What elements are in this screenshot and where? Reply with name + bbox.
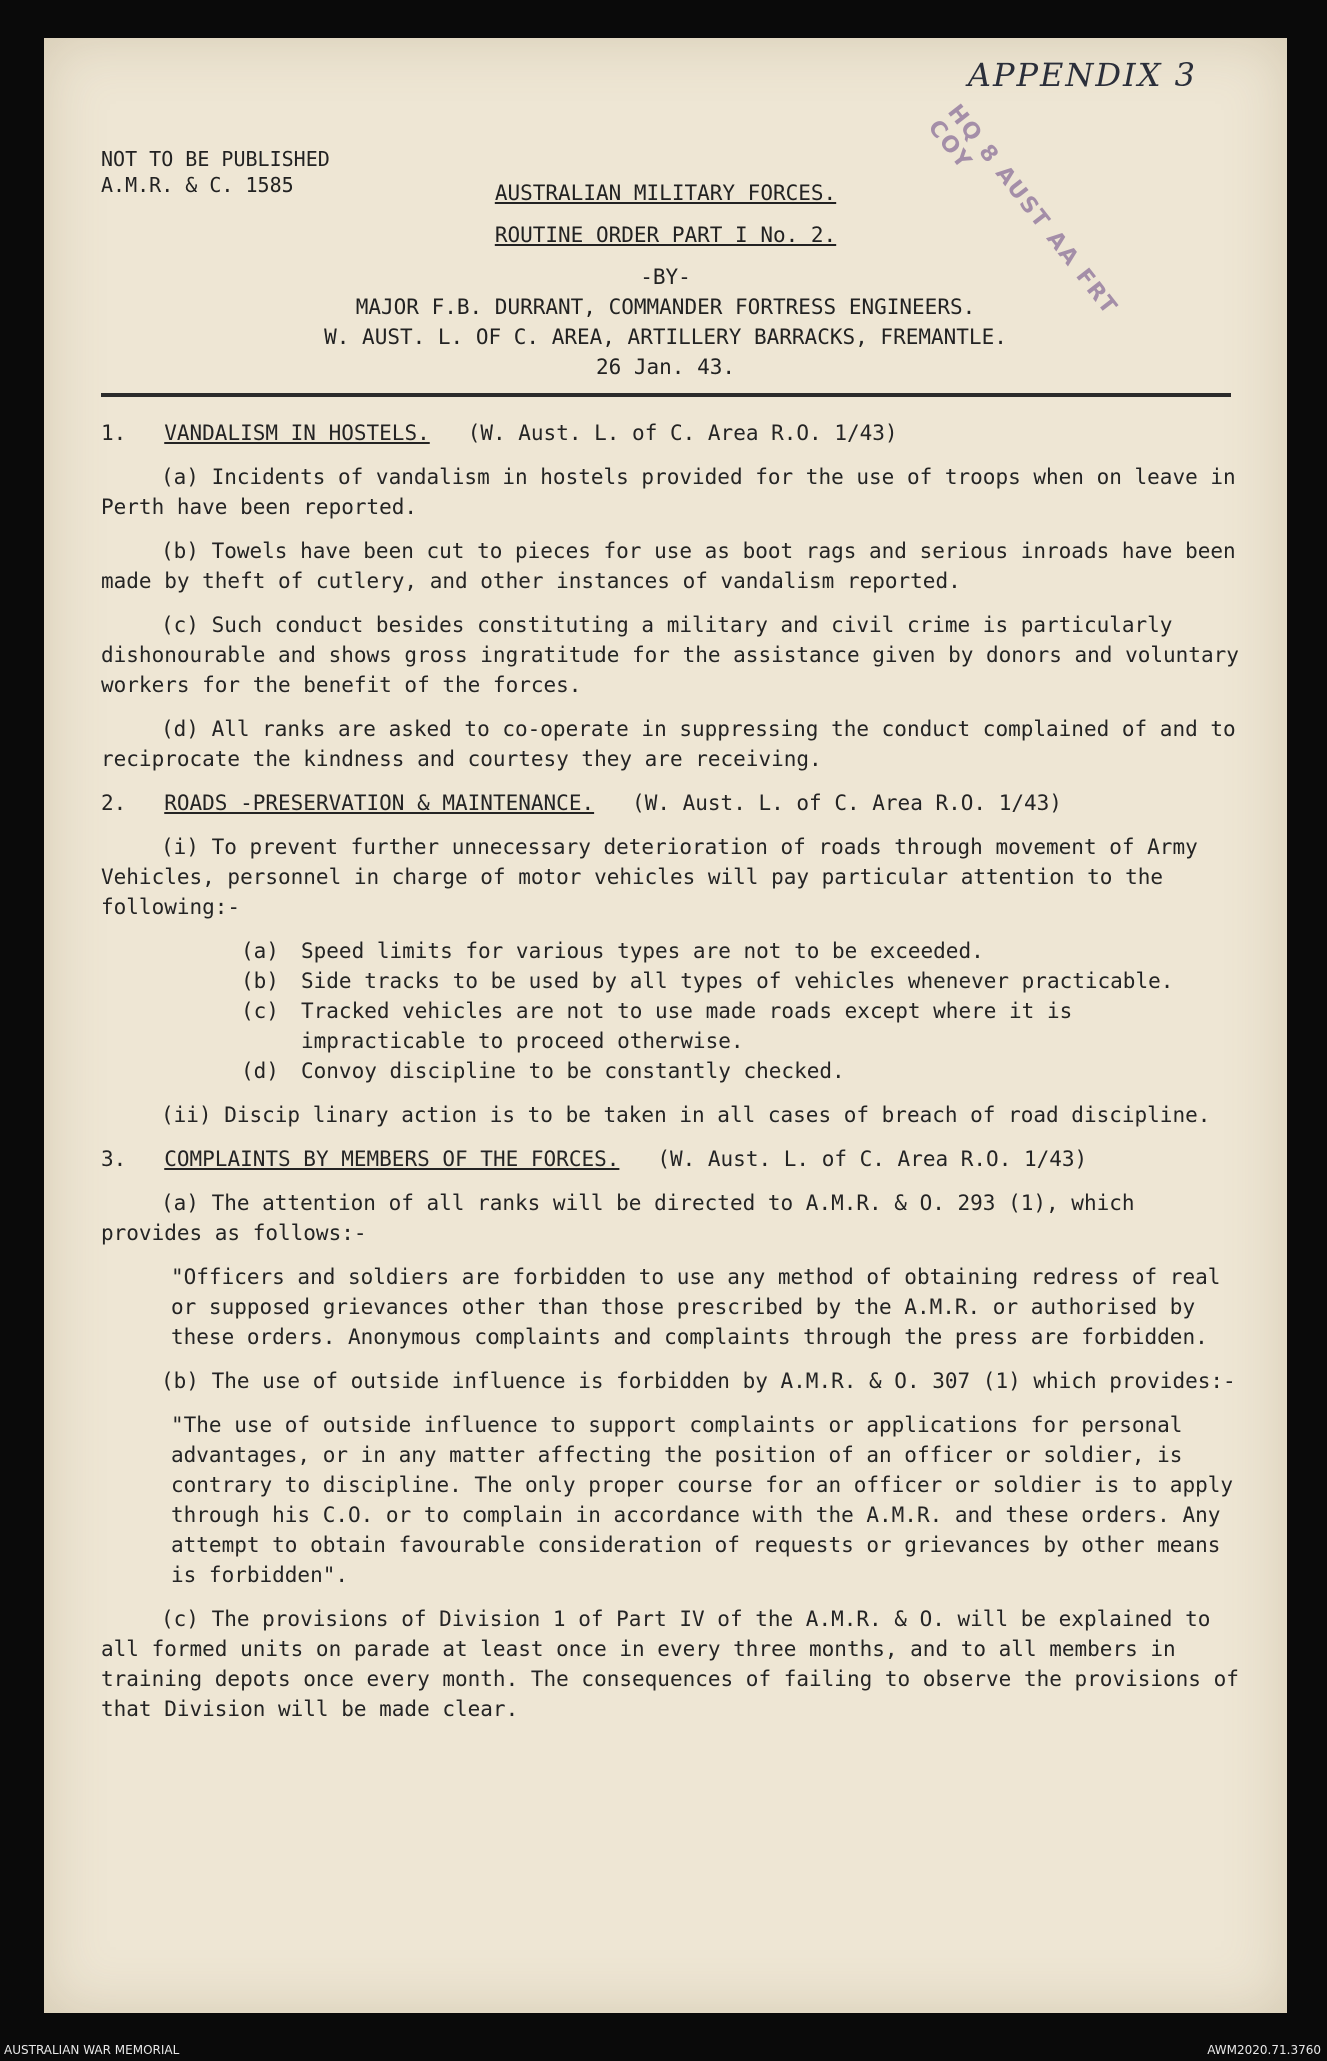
section-2-number: 2.	[101, 791, 127, 815]
restriction-line-2: A.M.R. & C. 1585	[101, 173, 294, 197]
unit-stamp: HQ 8 AUST AA FRT COY	[922, 100, 1123, 321]
section-1-number: 1.	[101, 421, 127, 445]
header-line-6: 26 Jan. 43.	[595, 355, 736, 379]
section-3-quote-1: "Officers and soldiers are forbidden to use any method of obtaining redress of real or supposed grievances other than those prescribed by the A.M.R. or authorised by these orders. Anonymous complaints and complaints through the press are forbidden.	[171, 1265, 1221, 1349]
section-3-quote-2: "The use of outside influence to support complaints or applications for personal advantages, or in any matter affecting the position of an officer or soldier, is contrary to discipline. The only proper course for an officer or soldier is to apply through his C.O. or to complain in accordance with the A.M.R. and these orders. Any attempt to obtain favourable consideration of requests or grievances by other means is forbidden".	[171, 1413, 1234, 1587]
section-2-para-ii: (ii) Discip linary action is to be taken in all cases of breach of road discipline.	[161, 1103, 1211, 1127]
section-2-list	[241, 936, 1241, 1086]
section-2-title: ROADS -PRESERVATION & MAINTENANCE.	[164, 791, 595, 815]
section-3-para-c: (c) The provisions of Division 1 of Part IV of the A.M.R. & O. will be explained to all formed units on parade at least once in every three months, and to all members in training depots once every month. The consequences of failing to observe the provisions of that Division will be made clear.	[101, 1607, 1239, 1721]
section-3-number: 3.	[101, 1147, 127, 1171]
section-3-para-a: (a) The attention of all ranks will be directed to A.M.R. & O. 293 (1), which provides as follows:-	[101, 1191, 1135, 1245]
order-header	[44, 178, 1287, 382]
header-line-1: AUSTRALIAN MILITARY FORCES.	[494, 181, 837, 205]
section-1-para-d: (d) All ranks are asked to co-operate in suppressing the conduct complained of and to reciprocate the kindness and courtesy they are receiving.	[101, 717, 1236, 771]
section-3-heading	[101, 1144, 1241, 1174]
footer-institution: AUSTRALIAN WAR MEMORIAL	[4, 2043, 180, 2057]
document-page	[44, 38, 1287, 2013]
section-2-heading	[101, 788, 1241, 818]
section-3-para-b: (b) The use of outside influence is forbidden by A.M.R. & O. 307 (1) which provides:-	[161, 1369, 1236, 1393]
handwritten-annotation: APPENDIX 3	[967, 56, 1197, 94]
section-1-ref: (W. Aust. L. of C. Area R.O. 1/43)	[467, 421, 898, 445]
order-body	[101, 408, 1241, 1738]
header-line-2: ROUTINE ORDER PART I No. 2.	[494, 223, 837, 247]
section-1-heading	[101, 418, 1241, 448]
section-3-ref: (W. Aust. L. of C. Area R.O. 1/43)	[657, 1147, 1088, 1171]
section-2-para-i: (i) To prevent further unnecessary deterioration of roads through movement of Army Vehicles, personnel in charge of motor vehicles will pay particular attention to the following:-	[101, 835, 1198, 919]
section-1-para-c: (c) Such conduct besides constituting a military and civil crime is particularly dishonourable and shows gross ingratitude for the assistance given by donors and voluntary workers for the benefit of the forces.	[101, 613, 1239, 697]
header-line-3: -BY-	[640, 265, 691, 289]
section-1-para-a: (a) Incidents of vandalism in hostels provided for the use of troops when on leave in Perth have been reported.	[101, 465, 1236, 519]
section-1-para-b: (b) Towels have been cut to pieces for use as boot rags and serious inroads have been made by theft of cutlery, and other instances of vandalism reported.	[101, 539, 1236, 593]
list-item: (b) Side tracks to be used by all types of vehicles whenever practicable.	[241, 969, 1174, 993]
section-3-title: COMPLAINTS BY MEMBERS OF THE FORCES.	[164, 1147, 620, 1171]
section-1-title: VANDALISM IN HOSTELS.	[164, 421, 430, 445]
section-2-ref: (W. Aust. L. of C. Area R.O. 1/43)	[632, 791, 1062, 815]
list-item: (a) Speed limits for various types are not to be exceeded.	[241, 939, 984, 963]
footer-accession-number: AWM2020.71.3760	[1207, 2043, 1321, 2057]
header-line-5: W. AUST. L. OF C. AREA, ARTILLERY BARRACKS, FREMANTLE.	[324, 325, 1007, 349]
list-item: (d) Convoy discipline to be constantly checked.	[241, 1059, 845, 1083]
header-line-4: MAJOR F.B. DURRANT, COMMANDER FORTRESS ENGINEERS.	[355, 295, 976, 319]
restriction-line-1: NOT TO BE PUBLISHED	[101, 147, 330, 171]
header-divider	[101, 393, 1231, 397]
list-item: (c) Tracked vehicles are not to use made roads except where it is impracticable to proceed otherwise.	[241, 999, 1073, 1053]
